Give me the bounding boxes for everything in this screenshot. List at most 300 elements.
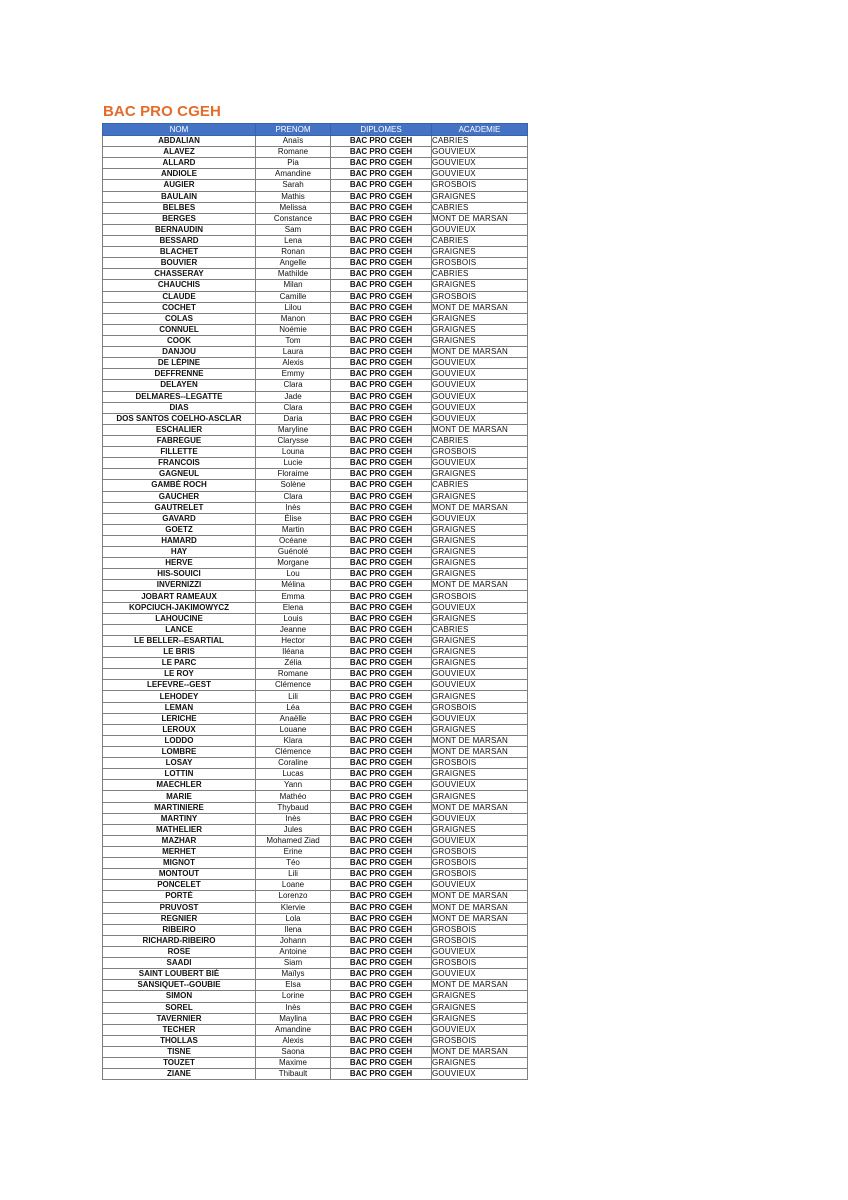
table-row [103,1058,528,1069]
cell-academie: GRAIGNES [432,524,528,535]
cell-academie: GRAIGNES [432,791,528,802]
cell-diplome: BAC PRO CGEH [331,647,432,658]
cell-diplome: BAC PRO CGEH [331,402,432,413]
cell-academie: GOUVIEUX [432,158,528,169]
cell-diplome: BAC PRO CGEH [331,1035,432,1046]
table-row [103,780,528,791]
cell-prenom: Anaïs [256,136,331,147]
table-row [103,758,528,769]
cell-prenom: Floraime [256,469,331,480]
cell-academie: GRAIGNES [432,1058,528,1069]
table-row [103,791,528,802]
table-row [103,213,528,224]
cell-nom: HAY [103,547,256,558]
table-row [103,735,528,746]
cell-nom: LEMAN [103,702,256,713]
cell-diplome: BAC PRO CGEH [331,891,432,902]
cell-diplome: BAC PRO CGEH [331,491,432,502]
cell-prenom: Angelle [256,258,331,269]
cell-diplome: BAC PRO CGEH [331,213,432,224]
cell-nom: DEFFRENNE [103,369,256,380]
cell-academie: MONT DE MARSAN [432,891,528,902]
cell-nom: ROSE [103,946,256,957]
cell-prenom: Lena [256,235,331,246]
cell-academie: GOUVIEUX [432,169,528,180]
cell-nom: DE LÉPINE [103,358,256,369]
cell-academie: GOUVIEUX [432,369,528,380]
table-header [103,124,528,136]
cell-nom: PRUVOST [103,902,256,913]
cell-nom: MONTOUT [103,869,256,880]
cell-diplome: BAC PRO CGEH [331,902,432,913]
cell-academie: GOUVIEUX [432,680,528,691]
table-row [103,935,528,946]
cell-diplome: BAC PRO CGEH [331,691,432,702]
table-row [103,847,528,858]
cell-diplome: BAC PRO CGEH [331,302,432,313]
cell-diplome: BAC PRO CGEH [331,913,432,924]
cell-academie: GOUVIEUX [432,835,528,846]
cell-nom: LE ROY [103,669,256,680]
cell-prenom: Thybaud [256,802,331,813]
cell-diplome: BAC PRO CGEH [331,480,432,491]
cell-prenom: Mélina [256,580,331,591]
cell-prenom: Ronan [256,247,331,258]
cell-diplome: BAC PRO CGEH [331,680,432,691]
cell-academie: GRAIGNES [432,635,528,646]
cell-prenom: Louane [256,724,331,735]
table-row [103,324,528,335]
cell-diplome: BAC PRO CGEH [331,335,432,346]
cell-prenom: Jules [256,824,331,835]
cell-diplome: BAC PRO CGEH [331,758,432,769]
cell-academie: GRAIGNES [432,247,528,258]
cell-nom: THOLLAS [103,1035,256,1046]
cell-academie: MONT DE MARSAN [432,913,528,924]
cell-diplome: BAC PRO CGEH [331,558,432,569]
cell-diplome: BAC PRO CGEH [331,813,432,824]
cell-nom: CHASSERAY [103,269,256,280]
cell-diplome: BAC PRO CGEH [331,258,432,269]
table-row [103,658,528,669]
column-header-nom: NOM [103,124,256,136]
cell-diplome: BAC PRO CGEH [331,269,432,280]
cell-diplome: BAC PRO CGEH [331,180,432,191]
cell-prenom: Alexis [256,358,331,369]
cell-nom: COOK [103,335,256,346]
cell-prenom: Lorenzo [256,891,331,902]
table-row [103,513,528,524]
table-row [103,424,528,435]
cell-academie: MONT DE MARSAN [432,347,528,358]
table-row [103,769,528,780]
cell-academie: MONT DE MARSAN [432,1046,528,1057]
cell-nom: LOTTIN [103,769,256,780]
table-row [103,480,528,491]
cell-diplome: BAC PRO CGEH [331,658,432,669]
table-row [103,335,528,346]
cell-academie: GOUVIEUX [432,391,528,402]
cell-nom: FRANCOIS [103,458,256,469]
cell-diplome: BAC PRO CGEH [331,569,432,580]
table-row [103,469,528,480]
cell-prenom: Amandine [256,169,331,180]
cell-academie: GRAIGNES [432,313,528,324]
cell-nom: LANCE [103,624,256,635]
cell-nom: FABREGUE [103,435,256,446]
cell-prenom: Jeanne [256,624,331,635]
cell-diplome: BAC PRO CGEH [331,547,432,558]
table-row [103,980,528,991]
cell-prenom: Inès [256,813,331,824]
cell-nom: BERNAUDIN [103,224,256,235]
cell-academie: GROSBOIS [432,591,528,602]
cell-diplome: BAC PRO CGEH [331,747,432,758]
table-row [103,380,528,391]
cell-prenom: Lili [256,869,331,880]
cell-diplome: BAC PRO CGEH [331,880,432,891]
table-row [103,313,528,324]
cell-prenom: Clara [256,491,331,502]
cell-nom: SANSIQUET--GOUBIE [103,980,256,991]
cell-academie: GRAIGNES [432,1002,528,1013]
cell-prenom: Louis [256,613,331,624]
cell-prenom: Romane [256,147,331,158]
cell-nom: GAVARD [103,513,256,524]
table-row [103,369,528,380]
cell-nom: LODDO [103,735,256,746]
cell-prenom: Élise [256,513,331,524]
cell-prenom: Morgane [256,558,331,569]
table-row [103,680,528,691]
cell-nom: GAUTRELET [103,502,256,513]
cell-prenom: Clarysse [256,435,331,446]
table-row [103,913,528,924]
cell-diplome: BAC PRO CGEH [331,447,432,458]
cell-prenom: Erine [256,847,331,858]
cell-diplome: BAC PRO CGEH [331,1002,432,1013]
cell-academie: GROSBOIS [432,869,528,880]
cell-academie: GRAIGNES [432,991,528,1002]
results-table [102,123,528,1080]
cell-academie: GROSBOIS [432,958,528,969]
cell-academie: MONT DE MARSAN [432,302,528,313]
cell-diplome: BAC PRO CGEH [331,580,432,591]
cell-prenom: Yann [256,780,331,791]
cell-academie: GOUVIEUX [432,1024,528,1035]
cell-nom: LOSAY [103,758,256,769]
cell-nom: ZIANE [103,1069,256,1080]
cell-prenom: Solène [256,480,331,491]
cell-academie: GRAIGNES [432,280,528,291]
cell-nom: ALAVEZ [103,147,256,158]
cell-prenom: Clara [256,402,331,413]
table-row [103,547,528,558]
cell-nom: MIGNOT [103,858,256,869]
cell-nom: BESSARD [103,235,256,246]
cell-prenom: Lucas [256,769,331,780]
cell-academie: GRAIGNES [432,658,528,669]
cell-prenom: Thibault [256,1069,331,1080]
cell-nom: COLAS [103,313,256,324]
cell-diplome: BAC PRO CGEH [331,847,432,858]
cell-diplome: BAC PRO CGEH [331,136,432,147]
cell-diplome: BAC PRO CGEH [331,802,432,813]
cell-prenom: Milan [256,280,331,291]
table-row [103,691,528,702]
cell-nom: TAVERNIER [103,1013,256,1024]
cell-nom: FILLETTE [103,447,256,458]
cell-prenom: Elena [256,602,331,613]
cell-nom: CONNUEL [103,324,256,335]
cell-academie: GROSBOIS [432,258,528,269]
cell-prenom: Melissa [256,202,331,213]
cell-academie: GROSBOIS [432,758,528,769]
cell-academie: GROSBOIS [432,291,528,302]
cell-nom: AUGIER [103,180,256,191]
cell-academie: GROSBOIS [432,935,528,946]
header-row [103,124,528,136]
cell-nom: MARTINIERE [103,802,256,813]
cell-prenom: Léa [256,702,331,713]
cell-prenom: Maryline [256,424,331,435]
cell-diplome: BAC PRO CGEH [331,291,432,302]
cell-nom: DELAYEN [103,380,256,391]
cell-diplome: BAC PRO CGEH [331,669,432,680]
cell-diplome: BAC PRO CGEH [331,369,432,380]
cell-diplome: BAC PRO CGEH [331,635,432,646]
table-row [103,1035,528,1046]
cell-nom: MATHELIER [103,824,256,835]
cell-nom: MARTINY [103,813,256,824]
cell-prenom: Siam [256,958,331,969]
cell-academie: CABRIES [432,136,528,147]
cell-nom: SAADI [103,958,256,969]
cell-prenom: Johann [256,935,331,946]
cell-academie: GROSBOIS [432,447,528,458]
cell-academie: GOUVIEUX [432,380,528,391]
cell-academie: GOUVIEUX [432,513,528,524]
table-row [103,702,528,713]
cell-prenom: Louna [256,447,331,458]
cell-academie: MONT DE MARSAN [432,902,528,913]
cell-nom: BOUVIER [103,258,256,269]
cell-academie: GOUVIEUX [432,1069,528,1080]
cell-academie: GRAIGNES [432,558,528,569]
table-row [103,447,528,458]
cell-prenom: Noémie [256,324,331,335]
cell-nom: BAULAIN [103,191,256,202]
cell-academie: GROSBOIS [432,924,528,935]
cell-academie: CABRIES [432,235,528,246]
cell-prenom: Sarah [256,180,331,191]
cell-nom: MAZHAR [103,835,256,846]
cell-academie: MONT DE MARSAN [432,735,528,746]
cell-nom: GAGNEUL [103,469,256,480]
cell-diplome: BAC PRO CGEH [331,869,432,880]
table-row [103,1046,528,1057]
cell-nom: LAHOUCINE [103,613,256,624]
table-row [103,747,528,758]
cell-academie: GROSBOIS [432,702,528,713]
cell-nom: LOMBRE [103,747,256,758]
table-row [103,191,528,202]
cell-academie: GOUVIEUX [432,880,528,891]
cell-diplome: BAC PRO CGEH [331,535,432,546]
cell-academie: GROSBOIS [432,847,528,858]
table-row [103,402,528,413]
cell-diplome: BAC PRO CGEH [331,991,432,1002]
table-row [103,136,528,147]
column-header-prenom: PRENOM [256,124,331,136]
cell-diplome: BAC PRO CGEH [331,835,432,846]
cell-diplome: BAC PRO CGEH [331,424,432,435]
cell-academie: GOUVIEUX [432,780,528,791]
cell-prenom: Klara [256,735,331,746]
cell-diplome: BAC PRO CGEH [331,824,432,835]
cell-prenom: Océane [256,535,331,546]
cell-nom: HAMARD [103,535,256,546]
cell-academie: GRAIGNES [432,769,528,780]
cell-prenom: Klervie [256,902,331,913]
cell-academie: GROSBOIS [432,180,528,191]
cell-prenom: Lou [256,569,331,580]
cell-diplome: BAC PRO CGEH [331,313,432,324]
cell-nom: HERVE [103,558,256,569]
cell-academie: GRAIGNES [432,191,528,202]
cell-diplome: BAC PRO CGEH [331,324,432,335]
column-header-academie: ACADEMIE [432,124,528,136]
table-row [103,169,528,180]
cell-academie: GRAIGNES [432,324,528,335]
cell-nom: SIMON [103,991,256,1002]
table-row [103,1013,528,1024]
table-row [103,247,528,258]
cell-academie: CABRIES [432,624,528,635]
table-row [103,258,528,269]
cell-nom: HIS-SOUICI [103,569,256,580]
cell-prenom: Antoine [256,946,331,957]
table-row [103,202,528,213]
table-row [103,958,528,969]
cell-prenom: Lorine [256,991,331,1002]
table-row [103,669,528,680]
cell-academie: GOUVIEUX [432,413,528,424]
table-row [103,969,528,980]
cell-diplome: BAC PRO CGEH [331,591,432,602]
cell-academie: MONT DE MARSAN [432,802,528,813]
cell-academie: MONT DE MARSAN [432,424,528,435]
table-row [103,413,528,424]
cell-prenom: Hector [256,635,331,646]
cell-academie: GRAIGNES [432,547,528,558]
cell-nom: MERHET [103,847,256,858]
cell-diplome: BAC PRO CGEH [331,524,432,535]
table-row [103,1024,528,1035]
cell-prenom: Sam [256,224,331,235]
cell-prenom: Saona [256,1046,331,1057]
cell-academie: GRAIGNES [432,824,528,835]
cell-academie: GRAIGNES [432,491,528,502]
table-row [103,358,528,369]
cell-nom: DIAS [103,402,256,413]
cell-prenom: Tom [256,335,331,346]
cell-academie: GRAIGNES [432,691,528,702]
cell-academie: CABRIES [432,269,528,280]
cell-prenom: Zélia [256,658,331,669]
table-row [103,491,528,502]
cell-diplome: BAC PRO CGEH [331,191,432,202]
cell-academie: GOUVIEUX [432,602,528,613]
cell-prenom: Mohamed Ziad [256,835,331,846]
cell-prenom: Anaëlle [256,713,331,724]
cell-prenom: Lili [256,691,331,702]
cell-diplome: BAC PRO CGEH [331,1024,432,1035]
cell-academie: GOUVIEUX [432,224,528,235]
cell-academie: GOUVIEUX [432,946,528,957]
table-row [103,602,528,613]
cell-prenom: Mathis [256,191,331,202]
cell-prenom: Constance [256,213,331,224]
cell-prenom: Téo [256,858,331,869]
cell-nom: LERICHE [103,713,256,724]
cell-diplome: BAC PRO CGEH [331,280,432,291]
cell-prenom: Mathilde [256,269,331,280]
cell-nom: KOPCIUCH-JAKIMOWYCZ [103,602,256,613]
cell-nom: REGNIER [103,913,256,924]
table-row [103,635,528,646]
cell-prenom: Maxime [256,1058,331,1069]
cell-academie: GOUVIEUX [432,969,528,980]
table-row [103,180,528,191]
table-body [103,136,528,1080]
cell-diplome: BAC PRO CGEH [331,358,432,369]
cell-academie: GROSBOIS [432,1035,528,1046]
table-row [103,824,528,835]
cell-diplome: BAC PRO CGEH [331,169,432,180]
table-row [103,1002,528,1013]
cell-diplome: BAC PRO CGEH [331,224,432,235]
cell-diplome: BAC PRO CGEH [331,202,432,213]
cell-academie: GRAIGNES [432,1013,528,1024]
table-row [103,835,528,846]
cell-diplome: BAC PRO CGEH [331,380,432,391]
table-row [103,713,528,724]
cell-nom: GAMBÉ ROCH [103,480,256,491]
table-row [103,924,528,935]
cell-academie: GOUVIEUX [432,713,528,724]
cell-diplome: BAC PRO CGEH [331,924,432,935]
cell-prenom: Elsa [256,980,331,991]
table-row [103,147,528,158]
cell-nom: JOBART RAMEAUX [103,591,256,602]
table-row [103,302,528,313]
cell-diplome: BAC PRO CGEH [331,469,432,480]
table-row [103,224,528,235]
cell-nom: PONCELET [103,880,256,891]
cell-nom: INVERNIZZI [103,580,256,591]
cell-nom: COCHET [103,302,256,313]
table-row [103,569,528,580]
table-row [103,524,528,535]
table-row [103,902,528,913]
cell-prenom: Guénolé [256,547,331,558]
cell-nom: ABDALIAN [103,136,256,147]
cell-prenom: Laura [256,347,331,358]
cell-prenom: Romane [256,669,331,680]
cell-prenom: Alexis [256,1035,331,1046]
cell-nom: LE BRIS [103,647,256,658]
